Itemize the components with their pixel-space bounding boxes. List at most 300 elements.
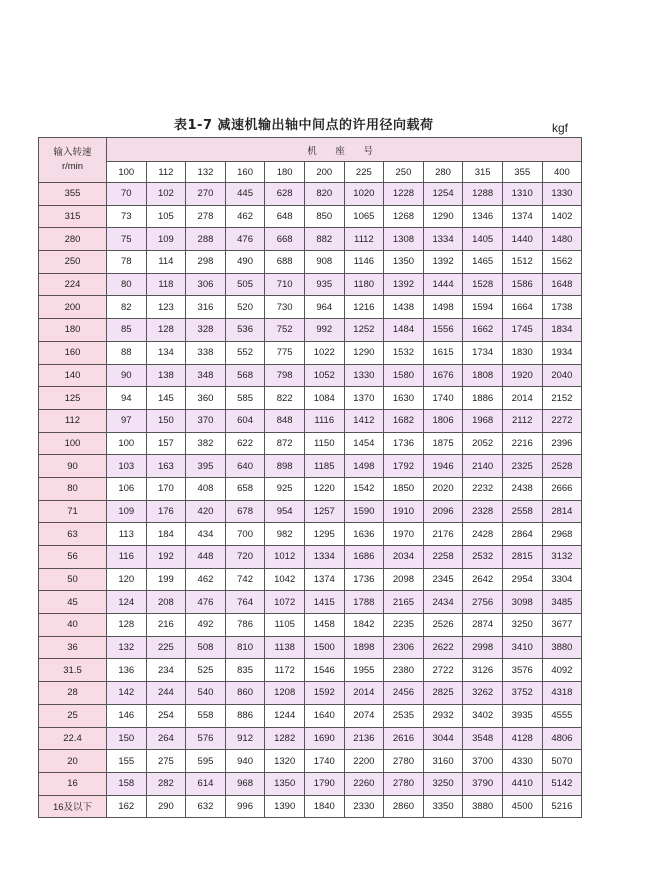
load-value-cell: 1310 <box>502 183 542 206</box>
table-body <box>39 183 582 818</box>
load-value-cell: 710 <box>265 273 305 296</box>
load-value-cell: 1875 <box>423 432 463 455</box>
load-value-cell: 4500 <box>502 795 542 818</box>
table-row <box>39 591 582 614</box>
load-value-cell: 2152 <box>542 387 582 410</box>
load-value-cell: 1662 <box>463 319 503 342</box>
load-value-cell: 1664 <box>502 296 542 319</box>
load-value-cell: 1290 <box>423 205 463 228</box>
load-value-cell: 2780 <box>384 750 424 773</box>
speed-cell: 315 <box>39 205 107 228</box>
load-value-cell: 1454 <box>344 432 384 455</box>
load-value-cell: 2428 <box>463 523 503 546</box>
load-value-cell: 1172 <box>265 659 305 682</box>
load-value-cell: 604 <box>225 409 265 432</box>
load-value-cell: 434 <box>186 523 226 546</box>
load-value-cell: 1740 <box>423 387 463 410</box>
table-title: 表1-7 减速机输出轴中间点的许用径向载荷 <box>174 118 434 133</box>
load-value-cell: 1790 <box>304 772 344 795</box>
load-value-cell: 244 <box>146 682 186 705</box>
load-value-cell: 2328 <box>463 500 503 523</box>
load-value-cell: 105 <box>146 205 186 228</box>
load-value-cell: 176 <box>146 500 186 523</box>
load-value-cell: 1586 <box>502 273 542 296</box>
load-value-cell: 94 <box>107 387 147 410</box>
load-value-cell: 3250 <box>502 614 542 637</box>
load-value-cell: 508 <box>186 636 226 659</box>
load-value-cell: 820 <box>304 183 344 206</box>
load-value-cell: 552 <box>225 341 265 364</box>
load-value-cell: 1330 <box>542 183 582 206</box>
load-value-cell: 2825 <box>423 682 463 705</box>
speed-header-line2: r/min <box>61 161 84 172</box>
table-row <box>39 568 582 591</box>
load-value-cell: 2622 <box>423 636 463 659</box>
table-row <box>39 523 582 546</box>
load-value-cell: 2526 <box>423 614 463 637</box>
load-value-cell: 1308 <box>384 228 424 251</box>
load-value-cell: 1334 <box>423 228 463 251</box>
load-value-cell: 1615 <box>423 341 463 364</box>
load-value-cell: 3700 <box>463 750 503 773</box>
load-value-cell: 225 <box>146 636 186 659</box>
frame-size-header-cell: 132 <box>186 162 226 183</box>
load-value-cell: 170 <box>146 477 186 500</box>
table-row <box>39 319 582 342</box>
load-value-cell: 1072 <box>265 591 305 614</box>
load-value-cell: 678 <box>225 500 265 523</box>
speed-cell: 355 <box>39 183 107 206</box>
load-value-cell: 2814 <box>542 500 582 523</box>
load-value-cell: 264 <box>146 727 186 750</box>
load-value-cell: 2235 <box>384 614 424 637</box>
frame-size-header-cell: 200 <box>304 162 344 183</box>
load-value-cell: 2074 <box>344 704 384 727</box>
speed-cell: 90 <box>39 455 107 478</box>
load-value-cell: 113 <box>107 523 147 546</box>
load-value-cell: 2272 <box>542 409 582 432</box>
load-value-cell: 490 <box>225 251 265 274</box>
load-value-cell: 1334 <box>304 546 344 569</box>
frame-size-header-cell: 280 <box>423 162 463 183</box>
load-value-cell: 2258 <box>423 546 463 569</box>
load-value-cell: 1346 <box>463 205 503 228</box>
load-value-cell: 2140 <box>463 455 503 478</box>
load-value-cell: 2020 <box>423 477 463 500</box>
load-value-cell: 2874 <box>463 614 503 637</box>
speed-cell: 31.5 <box>39 659 107 682</box>
load-value-cell: 622 <box>225 432 265 455</box>
load-value-cell: 82 <box>107 296 147 319</box>
load-value-cell: 2815 <box>502 546 542 569</box>
load-value-cell: 2780 <box>384 772 424 795</box>
load-value-cell: 88 <box>107 341 147 364</box>
table-row <box>39 636 582 659</box>
load-value-cell: 3160 <box>423 750 463 773</box>
load-value-cell: 1920 <box>502 364 542 387</box>
load-value-cell: 908 <box>304 251 344 274</box>
load-value-cell: 700 <box>225 523 265 546</box>
load-value-cell: 525 <box>186 659 226 682</box>
load-value-cell: 1392 <box>384 273 424 296</box>
frame-size-header-cell: 225 <box>344 162 384 183</box>
load-value-cell: 1020 <box>344 183 384 206</box>
load-value-cell: 1580 <box>384 364 424 387</box>
speed-cell: 16 <box>39 772 107 795</box>
load-value-cell: 288 <box>186 228 226 251</box>
load-value-cell: 134 <box>146 341 186 364</box>
load-value-cell: 278 <box>186 205 226 228</box>
load-value-cell: 2014 <box>344 682 384 705</box>
load-value-cell: 1350 <box>384 251 424 274</box>
load-value-cell: 882 <box>304 228 344 251</box>
load-value-cell: 142 <box>107 682 147 705</box>
load-value-cell: 2528 <box>542 455 582 478</box>
load-value-cell: 348 <box>186 364 226 387</box>
load-value-cell: 1257 <box>304 500 344 523</box>
table-row <box>39 296 582 319</box>
speed-cell: 20 <box>39 750 107 773</box>
load-value-cell: 640 <box>225 455 265 478</box>
speed-cell: 180 <box>39 319 107 342</box>
load-value-cell: 576 <box>186 727 226 750</box>
load-value-cell: 1682 <box>384 409 424 432</box>
speed-column-header <box>39 138 107 183</box>
speed-cell: 22.4 <box>39 727 107 750</box>
load-value-cell: 1546 <box>304 659 344 682</box>
load-value-cell: 835 <box>225 659 265 682</box>
load-value-cell: 462 <box>225 205 265 228</box>
load-value-cell: 3880 <box>463 795 503 818</box>
load-value-cell: 2034 <box>384 546 424 569</box>
load-value-cell: 1850 <box>384 477 424 500</box>
load-value-cell: 1968 <box>463 409 503 432</box>
load-value-cell: 118 <box>146 273 186 296</box>
load-value-cell: 595 <box>186 750 226 773</box>
load-value-cell: 3044 <box>423 727 463 750</box>
load-value-cell: 492 <box>186 614 226 637</box>
table-row <box>39 183 582 206</box>
load-value-cell: 614 <box>186 772 226 795</box>
load-value-cell: 1390 <box>265 795 305 818</box>
speed-cell: 56 <box>39 546 107 569</box>
load-value-cell: 4128 <box>502 727 542 750</box>
table-row <box>39 500 582 523</box>
load-value-cell: 3790 <box>463 772 503 795</box>
load-value-cell: 120 <box>107 568 147 591</box>
load-value-cell: 2558 <box>502 500 542 523</box>
load-value-cell: 720 <box>225 546 265 569</box>
load-value-cell: 90 <box>107 364 147 387</box>
load-value-cell: 954 <box>265 500 305 523</box>
load-value-cell: 688 <box>265 251 305 274</box>
load-value-cell: 1254 <box>423 183 463 206</box>
load-value-cell: 4806 <box>542 727 582 750</box>
load-value-cell: 2040 <box>542 364 582 387</box>
load-value-cell: 752 <box>265 319 305 342</box>
load-value-cell: 1052 <box>304 364 344 387</box>
load-value-cell: 163 <box>146 455 186 478</box>
load-value-cell: 408 <box>186 477 226 500</box>
load-value-cell: 1330 <box>344 364 384 387</box>
load-value-cell: 912 <box>225 727 265 750</box>
load-value-cell: 476 <box>225 228 265 251</box>
speed-cell: 112 <box>39 409 107 432</box>
load-value-cell: 1740 <box>304 750 344 773</box>
load-value-cell: 1374 <box>502 205 542 228</box>
load-value-cell: 3304 <box>542 568 582 591</box>
load-value-cell: 1788 <box>344 591 384 614</box>
load-value-cell: 132 <box>107 636 147 659</box>
load-value-cell: 3880 <box>542 636 582 659</box>
load-value-cell: 1402 <box>542 205 582 228</box>
load-value-cell: 1412 <box>344 409 384 432</box>
load-value-cell: 1392 <box>423 251 463 274</box>
load-value-cell: 1842 <box>344 614 384 637</box>
load-value-cell: 184 <box>146 523 186 546</box>
load-value-cell: 370 <box>186 409 226 432</box>
load-value-cell: 1216 <box>344 296 384 319</box>
load-value-cell: 3410 <box>502 636 542 659</box>
load-value-cell: 1295 <box>304 523 344 546</box>
table-row <box>39 704 582 727</box>
load-value-cell: 2756 <box>463 591 503 614</box>
frame-size-group-header: 机 座 号 <box>107 138 582 162</box>
load-value-cell: 78 <box>107 251 147 274</box>
load-value-cell: 540 <box>186 682 226 705</box>
table-row <box>39 387 582 410</box>
load-value-cell: 2216 <box>502 432 542 455</box>
load-value-cell: 536 <box>225 319 265 342</box>
load-value-cell: 192 <box>146 546 186 569</box>
table-row <box>39 409 582 432</box>
load-value-cell: 940 <box>225 750 265 773</box>
load-value-cell: 109 <box>107 500 147 523</box>
load-value-cell: 3548 <box>463 727 503 750</box>
load-value-cell: 116 <box>107 546 147 569</box>
load-value-cell: 1592 <box>304 682 344 705</box>
load-value-cell: 106 <box>107 477 147 500</box>
load-value-cell: 445 <box>225 183 265 206</box>
speed-cell: 280 <box>39 228 107 251</box>
load-value-cell: 1970 <box>384 523 424 546</box>
load-value-cell: 1320 <box>265 750 305 773</box>
load-value-cell: 935 <box>304 273 344 296</box>
load-value-cell: 3126 <box>463 659 503 682</box>
load-value-cell: 1562 <box>542 251 582 274</box>
load-value-cell: 1736 <box>344 568 384 591</box>
load-value-cell: 3098 <box>502 591 542 614</box>
load-value-cell: 1946 <box>423 455 463 478</box>
table-row <box>39 772 582 795</box>
load-value-cell: 70 <box>107 183 147 206</box>
load-value-cell: 3262 <box>463 682 503 705</box>
load-value-cell: 898 <box>265 455 305 478</box>
load-value-cell: 1484 <box>384 319 424 342</box>
table-row <box>39 659 582 682</box>
load-value-cell: 1465 <box>463 251 503 274</box>
load-value-cell: 1252 <box>344 319 384 342</box>
load-value-cell: 1792 <box>384 455 424 478</box>
load-value-cell: 128 <box>146 319 186 342</box>
load-value-cell: 1630 <box>384 387 424 410</box>
load-value-cell: 97 <box>107 409 147 432</box>
speed-cell: 36 <box>39 636 107 659</box>
load-value-cell: 925 <box>265 477 305 500</box>
load-value-cell: 2864 <box>502 523 542 546</box>
load-value-cell: 282 <box>146 772 186 795</box>
load-value-cell: 1440 <box>502 228 542 251</box>
load-value-cell: 1640 <box>304 704 344 727</box>
table-row <box>39 750 582 773</box>
load-value-cell: 3677 <box>542 614 582 637</box>
load-value-cell: 2232 <box>463 477 503 500</box>
load-value-cell: 1686 <box>344 546 384 569</box>
load-value-cell: 123 <box>146 296 186 319</box>
load-value-cell: 306 <box>186 273 226 296</box>
speed-cell: 40 <box>39 614 107 637</box>
load-value-cell: 1370 <box>344 387 384 410</box>
load-value-cell: 886 <box>225 704 265 727</box>
load-value-cell: 775 <box>265 341 305 364</box>
load-value-cell: 75 <box>107 228 147 251</box>
load-value-cell: 992 <box>304 319 344 342</box>
load-value-cell: 158 <box>107 772 147 795</box>
table-row <box>39 455 582 478</box>
load-value-cell: 1808 <box>463 364 503 387</box>
speed-cell: 16及以下 <box>39 795 107 818</box>
load-value-cell: 1500 <box>304 636 344 659</box>
load-value-cell: 1220 <box>304 477 344 500</box>
load-value-cell: 254 <box>146 704 186 727</box>
load-value-cell: 730 <box>265 296 305 319</box>
load-value-cell: 628 <box>265 183 305 206</box>
load-value-cell: 3250 <box>423 772 463 795</box>
load-value-cell: 4555 <box>542 704 582 727</box>
load-value-cell: 290 <box>146 795 186 818</box>
load-value-cell: 1150 <box>304 432 344 455</box>
load-value-cell: 1350 <box>265 772 305 795</box>
load-value-cell: 2325 <box>502 455 542 478</box>
load-value-cell: 1282 <box>265 727 305 750</box>
load-value-cell: 850 <box>304 205 344 228</box>
load-value-cell: 382 <box>186 432 226 455</box>
load-value-cell: 157 <box>146 432 186 455</box>
speed-cell: 160 <box>39 341 107 364</box>
load-value-cell: 2932 <box>423 704 463 727</box>
load-value-cell: 316 <box>186 296 226 319</box>
speed-cell: 25 <box>39 704 107 727</box>
load-value-cell: 982 <box>265 523 305 546</box>
load-value-cell: 1636 <box>344 523 384 546</box>
table-row <box>39 364 582 387</box>
load-value-cell: 2954 <box>502 568 542 591</box>
load-value-cell: 338 <box>186 341 226 364</box>
load-value-cell: 798 <box>265 364 305 387</box>
table-row <box>39 251 582 274</box>
load-value-cell: 2380 <box>384 659 424 682</box>
speed-cell: 63 <box>39 523 107 546</box>
speed-cell: 71 <box>39 500 107 523</box>
table-row <box>39 205 582 228</box>
load-value-cell: 1012 <box>265 546 305 569</box>
load-value-cell: 2438 <box>502 477 542 500</box>
load-value-cell: 270 <box>186 183 226 206</box>
load-value-cell: 109 <box>146 228 186 251</box>
load-value-cell: 2666 <box>542 477 582 500</box>
load-value-cell: 2998 <box>463 636 503 659</box>
load-value-cell: 216 <box>146 614 186 637</box>
load-value-cell: 1648 <box>542 273 582 296</box>
load-value-cell: 3132 <box>542 546 582 569</box>
load-value-cell: 124 <box>107 591 147 614</box>
load-value-cell: 1244 <box>265 704 305 727</box>
load-value-cell: 1138 <box>265 636 305 659</box>
load-value-cell: 2330 <box>344 795 384 818</box>
load-value-cell: 138 <box>146 364 186 387</box>
load-value-cell: 668 <box>265 228 305 251</box>
speed-cell: 140 <box>39 364 107 387</box>
load-value-cell: 860 <box>225 682 265 705</box>
load-value-cell: 2176 <box>423 523 463 546</box>
frame-size-header-cell: 180 <box>265 162 305 183</box>
speed-cell: 28 <box>39 682 107 705</box>
load-value-cell: 80 <box>107 273 147 296</box>
load-value-cell: 2200 <box>344 750 384 773</box>
load-value-cell: 648 <box>265 205 305 228</box>
load-value-cell: 2860 <box>384 795 424 818</box>
load-value-cell: 2616 <box>384 727 424 750</box>
load-value-cell: 2532 <box>463 546 503 569</box>
load-value-cell: 968 <box>225 772 265 795</box>
load-value-cell: 1556 <box>423 319 463 342</box>
load-value-cell: 2345 <box>423 568 463 591</box>
load-value-cell: 155 <box>107 750 147 773</box>
frame-size-header-cell: 355 <box>502 162 542 183</box>
frame-size-header-cell: 100 <box>107 162 147 183</box>
load-value-cell: 145 <box>146 387 186 410</box>
load-value-cell: 100 <box>107 432 147 455</box>
load-value-cell: 85 <box>107 319 147 342</box>
load-value-cell: 150 <box>107 727 147 750</box>
speed-cell: 100 <box>39 432 107 455</box>
load-value-cell: 199 <box>146 568 186 591</box>
load-value-cell: 73 <box>107 205 147 228</box>
speed-cell: 250 <box>39 251 107 274</box>
load-value-cell: 2968 <box>542 523 582 546</box>
load-value-cell: 1022 <box>304 341 344 364</box>
load-value-cell: 1594 <box>463 296 503 319</box>
load-value-cell: 2306 <box>384 636 424 659</box>
load-value-cell: 1268 <box>384 205 424 228</box>
load-value-cell: 3752 <box>502 682 542 705</box>
load-value-cell: 2396 <box>542 432 582 455</box>
load-value-cell: 1042 <box>265 568 305 591</box>
load-value-cell: 420 <box>186 500 226 523</box>
load-value-cell: 1886 <box>463 387 503 410</box>
load-value-cell: 1590 <box>344 500 384 523</box>
load-value-cell: 764 <box>225 591 265 614</box>
load-value-cell: 1480 <box>542 228 582 251</box>
load-value-cell: 2535 <box>384 704 424 727</box>
load-value-cell: 786 <box>225 614 265 637</box>
table-row <box>39 614 582 637</box>
load-value-cell: 822 <box>265 387 305 410</box>
load-value-cell: 1528 <box>463 273 503 296</box>
load-value-cell: 632 <box>186 795 226 818</box>
table-row <box>39 682 582 705</box>
load-value-cell: 1185 <box>304 455 344 478</box>
